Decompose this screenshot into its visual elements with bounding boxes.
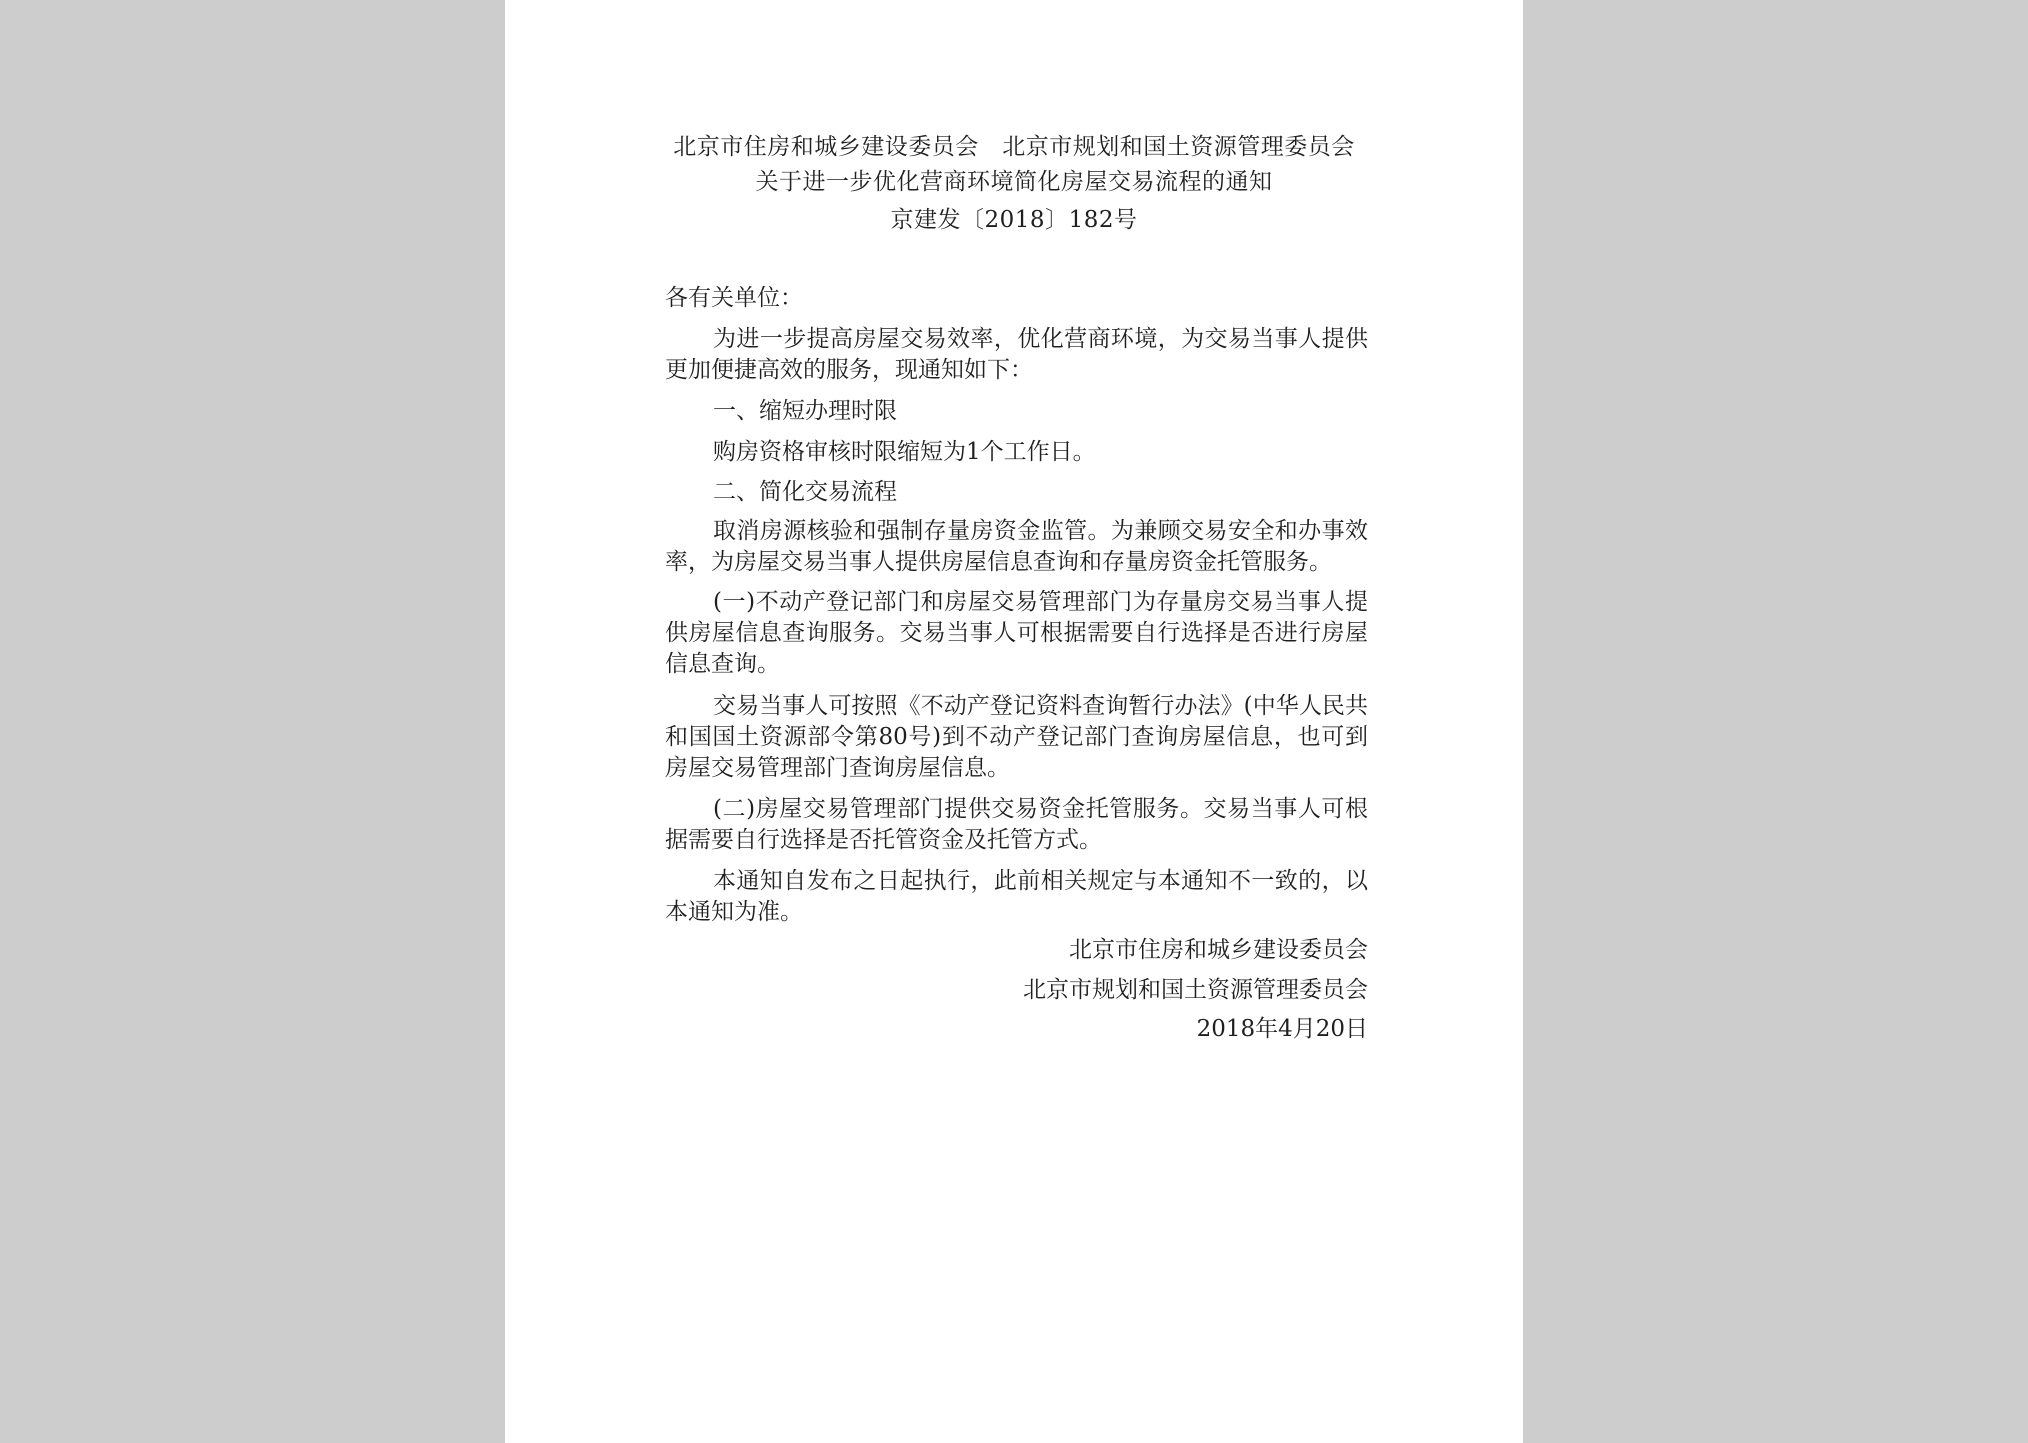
section-2-body: [665, 516, 1368, 578]
signature-date: 2018年4月20日: [1196, 1016, 1368, 1042]
intro-text: 为进一步提高房屋交易效率，优化营商环境，为交易当事人提供更加便捷高效的服务，现通知如下：: [665, 326, 1368, 383]
item-1-detail-paragraph: [665, 691, 1368, 784]
item-2-text: (二)房屋交易管理部门提供交易资金托管服务。交易当事人可根据需要自行选择是否托管资金及托管方式。: [665, 796, 1368, 853]
closing-paragraph: [665, 866, 1368, 928]
item-1-paragraph: [665, 587, 1368, 680]
item-1-detail-text: 交易当事人可按照《不动产登记资料查询暂行办法》(中华人民共和国国土资源部令第80号)到不动产登记部门查询房屋信息，也可到房屋交易管理部门查询房屋信息。: [665, 693, 1368, 781]
item-2-paragraph: [665, 794, 1368, 856]
section-2-text: 取消房源核验和强制存量房资金监管。为兼顾交易安全和办事效率，为房屋交易当事人提供房屋信息查询和存量房资金托管服务。: [665, 518, 1368, 575]
section-2-heading: [665, 477, 1368, 508]
issuing-authorities: 北京市住房和城乡建设委员会 北京市规划和国土资源管理委员会: [673, 134, 1355, 160]
section-1-text: 购房资格审核时限缩短为1个工作日。: [713, 439, 1096, 465]
greeting: 各有关单位：: [665, 285, 803, 311]
closing-text: 本通知自发布之日起执行，此前相关规定与本通知不一致的，以本通知为准。: [665, 868, 1368, 925]
item-1-text: (一)不动产登记部门和房屋交易管理部门为存量房交易当事人提供房屋信息查询服务。交易当事人可根据需要自行选择是否进行房屋信息查询。: [665, 589, 1368, 677]
document-title: 关于进一步优化营商环境简化房屋交易流程的通知: [755, 169, 1273, 195]
intro-paragraph: [665, 324, 1368, 386]
section-1-title: 一、缩短办理时限: [713, 398, 897, 424]
section-1-body: [665, 437, 1368, 468]
document-page: [505, 0, 1523, 1443]
section-1-heading: [665, 396, 1368, 427]
signature-org-2: 北京市规划和国土资源管理委员会: [1023, 977, 1368, 1003]
signature-org-1: 北京市住房和城乡建设委员会: [1069, 937, 1368, 963]
section-2-title: 二、简化交易流程: [713, 479, 897, 505]
document-number: 京建发〔2018〕182号: [890, 207, 1138, 233]
